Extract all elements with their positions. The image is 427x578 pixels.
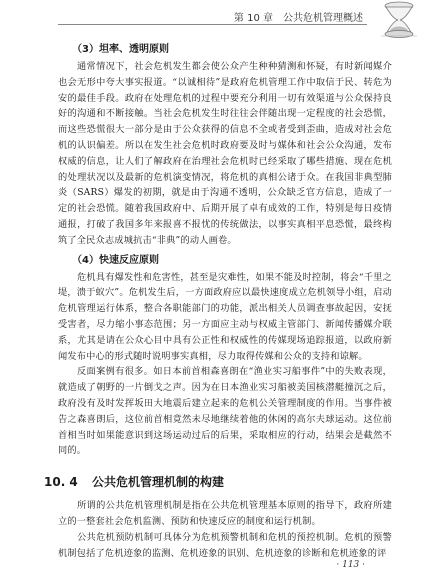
hourglass-icon	[371, 0, 421, 38]
page-header	[0, 0, 427, 34]
paragraph: 公共危机预防机制可具体分为危机预警机制和危机的预控机制。危机的预警机制包括了危机迹象的监测、危机迹象的识别、危机迹象的诊断和危机迹象的评	[58, 531, 392, 559]
section-heading-rapid-response: （4）快速反应原则	[72, 254, 159, 266]
paragraph: 危机具有爆发性和危害性，甚至是灾难性，如果不能及时控制，将会“千里之堤，溃于蚁穴”。危机发生后，一方面政府应以最快速度成立危机领导小组，启动危机管理运行体系，整合各职能部门的功能，派出相关人员调查事故起因，安抚受害者，尽力缩小事态范围；另一方面应主动与权威主管部门、新闻传播媒介联系，尤其是请在公众心目中具有公正性和权威性的传媒现场追踪报道，以政府新闻发布中心的形式随时说明事实真相，尽力取得传媒和公众的支持和谅解。	[58, 271, 392, 362]
page-number: · 113 ·	[336, 560, 365, 570]
paragraph: 反面案例有很多。如日本前首相森喜朗在“渔业实习船事件”中的失败表现，就造成了朝野的一片倒戈之声。因为在日本渔业实习船被美国核潜艇撞沉之后，政府没有及时发挥坂田大地震后建立起来的危机公关管理制度的作用。当事件被告之森喜朗后，这位前首相竟然未尽地继续着他的休闲的高尔夫球运动。这位前首相当时如果能意识到这场运动过后的后果，采取相应的行动，结果会是截然不同的。	[58, 366, 392, 457]
paragraph: 通常情况下，社会危机发生都会使公众产生种种猜测和怀疑，有时新闻媒介也会无形中夸大事实报道。“以诚相待”是政府危机管理工作中取信于民、转危为安的最佳手段。政府在处理危机的过程中要充分利用一切有效渠道与公众保持良好的沟通和不断接触。当社会危机发生时往往会伴随出现一定程度的社会恐慌，而这些恐慌很大一部分是由于公众获得的信息不全或者受到歪曲，造成对社会危机的认识偏差。所以在发生社会危机时政府要及时与媒体和社会公众沟通，发布权威的信息，让人们了解政府在治理社会危机时已经采取了哪些措施、现在危机的处理状况以及最新的危机演变情况，将危机的真相公诸于众。在我国非典型肺炎（SARS）爆发的初期，就是由于沟通不透明，公众缺乏官方信息，造成了一定的社会恐慌。随着我国政府中、后期开展了卓有成效的工作，特别是每日疫情通报，打破了我国多年来报喜不报忧的传统做法，以事实真相平息恐慌，最终构筑了全民众志成城抗击“非典”的动人画卷。	[58, 61, 392, 246]
header-rule	[58, 24, 367, 25]
running-header: 第 10 章 公共危机管理概述	[233, 13, 363, 24]
section-heading-transparency: （3）坦率、透明原则	[72, 44, 169, 55]
page-body	[44, 38, 392, 561]
section-title: 公共危机管理机制的构建	[91, 475, 224, 490]
chapter-section-heading	[44, 473, 392, 490]
section-number: 10. 4	[44, 475, 78, 490]
paragraph: 所谓的公共危机管理机制是指在公共危机管理基本原则的指导下，政府所建立的一整套社会危机监测、预防和快速反应的制度和运行机制。	[58, 500, 392, 527]
